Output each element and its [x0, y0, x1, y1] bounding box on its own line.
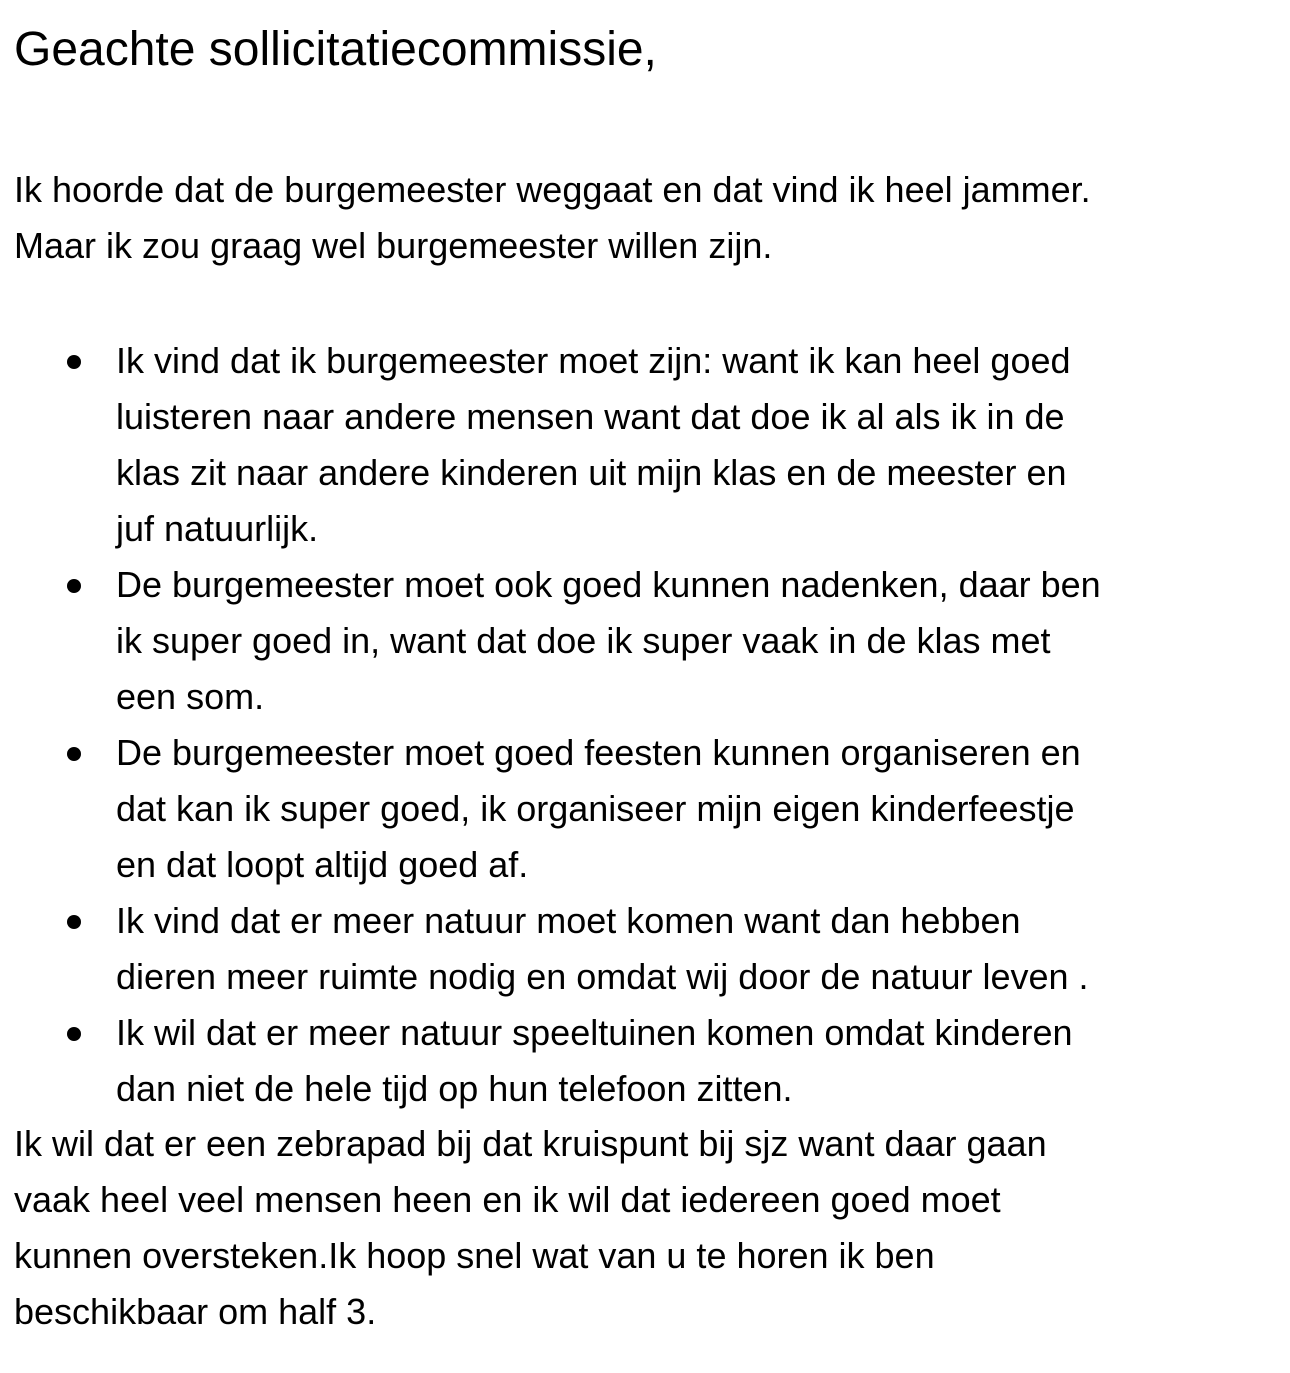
- bullet-line: klas zit naar andere kinderen uit mijn klas en de meester en: [116, 452, 1067, 493]
- bullet-line: Ik vind dat er meer natuur moet komen want dan hebben: [116, 900, 1021, 941]
- bullet-line: luisteren naar andere mensen want dat doe ik al als ik in de: [116, 396, 1065, 437]
- bullet-item-thinking: [0, 557, 1290, 725]
- bullet-line: dan niet de hele tijd op hun telefoon zitten.: [116, 1068, 793, 1109]
- bullet-dot-icon: [67, 915, 81, 929]
- closing-line: kunnen oversteken.Ik hoop snel wat van u te horen ik ben: [14, 1235, 935, 1276]
- bullet-list: [0, 333, 1290, 1117]
- bullet-line: De burgemeester moet goed feesten kunnen organiseren en: [116, 732, 1081, 773]
- bullet-item-nature: [0, 893, 1290, 1005]
- bullet-item-playgrounds: [0, 1005, 1290, 1117]
- closing-paragraph: [14, 1116, 1047, 1340]
- bullet-line: De burgemeester moet ook goed kunnen nadenken, daar ben: [116, 564, 1101, 605]
- closing-line: Ik wil dat er een zebrapad bij dat kruispunt bij sjz want daar gaan: [14, 1123, 1047, 1164]
- intro-line: Maar ik zou graag wel burgemeester willen zijn.: [14, 225, 773, 266]
- bullet-dot-icon: [67, 1027, 81, 1041]
- bullet-item-listening: [0, 333, 1290, 557]
- bullet-line: Ik wil dat er meer natuur speeltuinen komen omdat kinderen: [116, 1012, 1073, 1053]
- intro-line: Ik hoorde dat de burgemeester weggaat en dat vind ik heel jammer.: [14, 169, 1091, 210]
- bullet-line: en dat loopt altijd goed af.: [116, 844, 529, 885]
- bullet-line: juf natuurlijk.: [116, 508, 319, 549]
- closing-line: beschikbaar om half 3.: [14, 1291, 377, 1332]
- closing-line: vaak heel veel mensen heen en ik wil dat iedereen goed moet: [14, 1179, 1001, 1220]
- bullet-line: dat kan ik super goed, ik organiseer mijn eigen kinderfeestje: [116, 788, 1075, 829]
- bullet-item-parties: [0, 725, 1290, 893]
- letter-salutation: Geachte sollicitatiecommissie,: [14, 23, 657, 76]
- bullet-line: dieren meer ruimte nodig en omdat wij door de natuur leven .: [116, 956, 1089, 997]
- bullet-dot-icon: [67, 747, 81, 761]
- bullet-line: een som.: [116, 676, 265, 717]
- bullet-line: Ik vind dat ik burgemeester moet zijn: want ik kan heel goed: [116, 340, 1071, 381]
- bullet-dot-icon: [67, 579, 81, 593]
- bullet-dot-icon: [67, 355, 81, 369]
- bullet-line: ik super goed in, want dat doe ik super vaak in de klas met: [116, 620, 1051, 661]
